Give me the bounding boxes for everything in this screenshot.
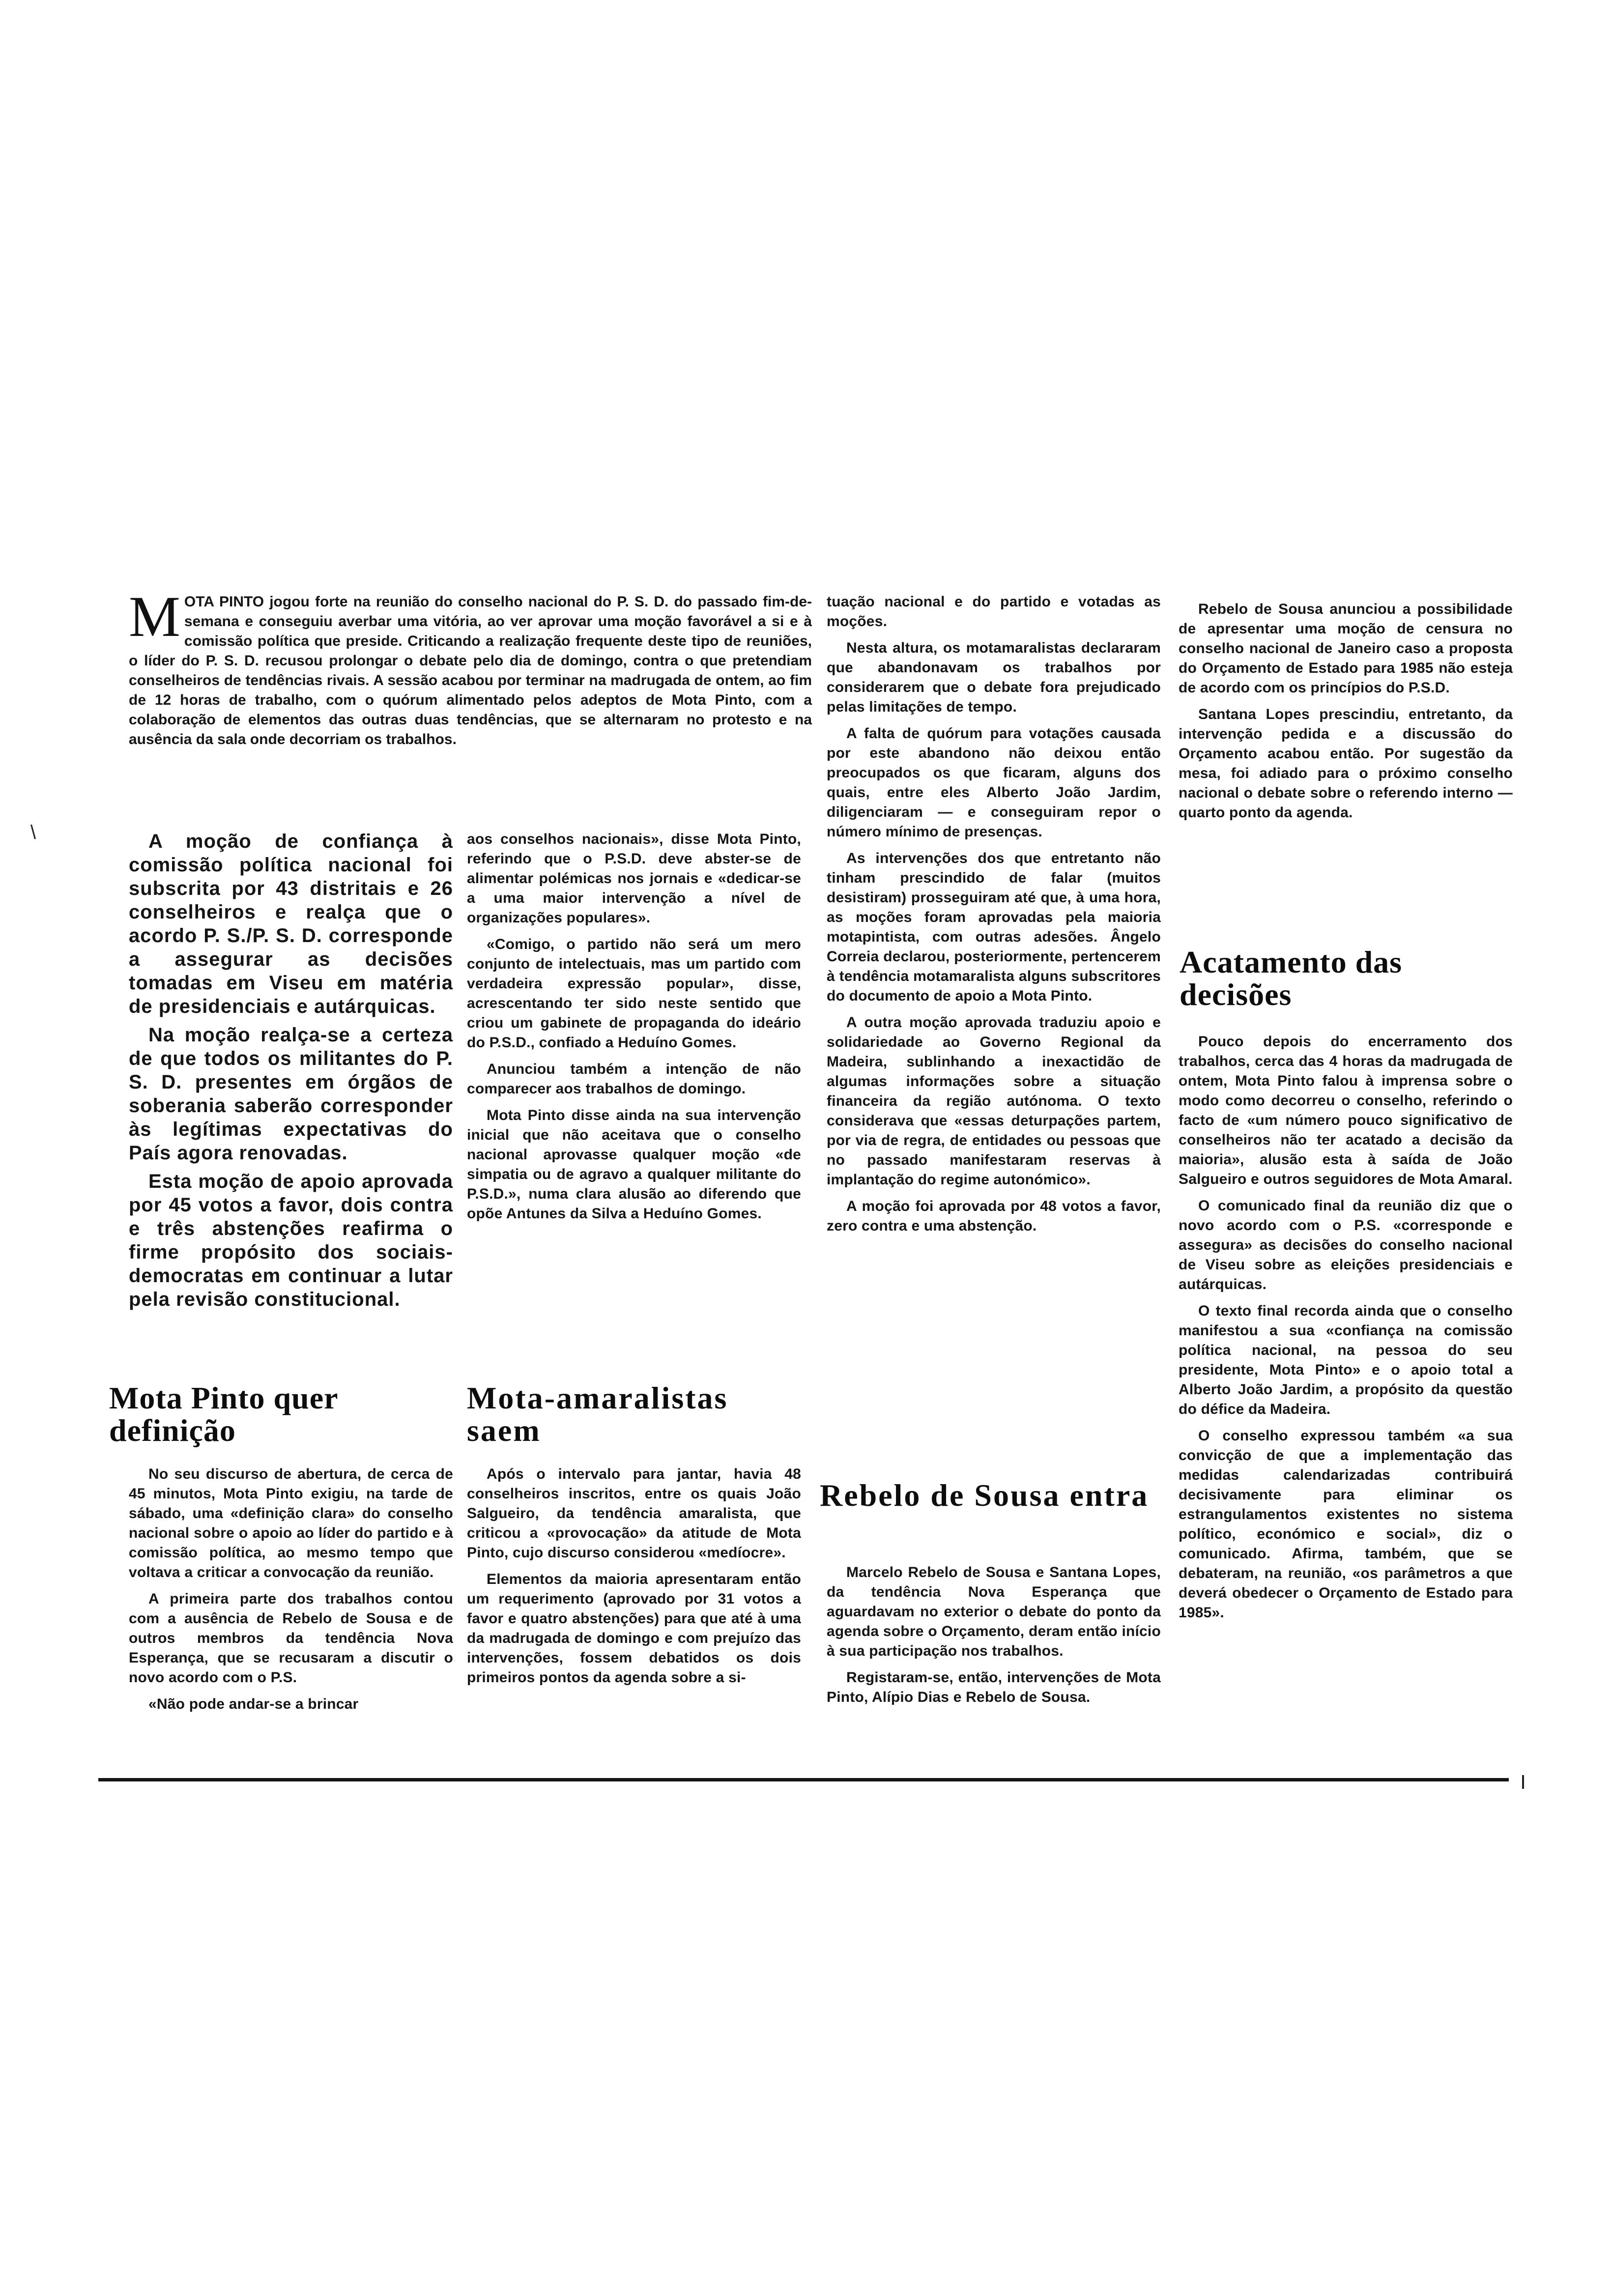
body-paragraph: O comunicado final da reunião diz que o novo acordo com o P.S. «corresponde e assegura» as decisões do conselho nacional de Viseu sobre as eleições presidenciais e autárquicas. — [1179, 1198, 1513, 1292]
column-1-body — [129, 1464, 453, 1721]
body-paragraph: Marcelo Rebelo de Sousa e Santana Lopes, da tendência Nova Esperança que aguardavam no exterior o debate do ponto da agenda sobre o Orçamento, deram então início à sua participação nos trabalhos. — [827, 1564, 1161, 1659]
body-paragraph: tuação nacional e do partido e votadas as moções. — [827, 594, 1161, 630]
drop-cap: M — [129, 584, 180, 649]
column-3-body — [827, 1563, 1161, 1714]
column-3-top — [827, 592, 1161, 1243]
body-paragraph: Nesta altura, os motamaralistas declararam que abandonavam os trabalhos por considerarem que o debate fora prejudicado pelas limitações de tempo. — [827, 640, 1161, 715]
column-1-intro — [129, 830, 453, 1316]
lead-text: OTA PINTO jogou forte na reunião do conselho nacional do P. S. D. do passado fim-de-semana e conseguiu averbar uma vitória, ao ver aprovar uma moção favorável a si e à comissão política que preside. Criticando a realização frequente deste tipo de reuniões, o líder do P. S. D. recusou prolongar o debate pelo dia de domingo, contra o que pretendiam conselheiros de tendências rivais. A sessão acabou por terminar na madrugada de ontem, ao fim de 12 horas de trabalho, com o quórum alimentado pelos adeptos de Mota Pinto, com a colaboração de elementos das outras duas tendências, que se alternaram no protesto e na ausência da sala onde decorriam os trabalhos. — [129, 594, 812, 747]
column-4-body — [1179, 1032, 1513, 1630]
column-2-top — [467, 830, 801, 1231]
subheading-rebelo-de-sousa-entra: Rebelo de Sousa entra — [820, 1478, 1149, 1513]
body-paragraph: A falta de quórum para votações causada por este abandono não deixou então preocupados os que ficaram, alguns dos quais, entre eles Alberto João Jardim, diligenciaram — e conseguiram repor o número mínimo de presenças. — [827, 725, 1161, 840]
intro-paragraph: A moção de confiança à comissão política nacional foi subscrita por 43 distritais e 26 conselheiros e realça que o acordo P. S./P. S. D. corresponde a assegurar as decisões tomadas em Viseu em matéria de presidenciais e autárquicas. — [129, 831, 453, 1017]
intro-paragraph: Esta moção de apoio aprovada por 45 votos a favor, dois contra e três abstenções reafirma o firme propósito dos sociais-democratas em continuar a lutar pela revisão constitucional. — [129, 1171, 453, 1310]
subheading-acatamento-das-decisoes: Acatamento das decisões — [1180, 945, 1403, 1012]
subheading-mota-pinto-quer-definicao: Mota Pinto quer definição — [109, 1380, 338, 1448]
body-paragraph: O conselho expressou também «a sua convicção de que a implementação das medidas calendarizadas contribuirá decisivamente para eliminar os estrangulamentos existentes no sistema político, económico e social», diz o comunicado. Afirma, também, que se debateram, na reunião, «os parâmetros a que deverá obedecer o Orçamento de Estado para 1985». — [1179, 1428, 1513, 1621]
column-4-top — [1179, 600, 1513, 830]
body-paragraph: Elementos da maioria apresentaram então um requerimento (aprovado por 31 votos a favor e quatro abstenções) para que até à uma da madrugada de domingo e com prejuízo das intervenções, fossem debatidos os dois primeiros pontos da agenda sobre a si- — [467, 1571, 801, 1686]
subheading-mota-amaralistas-saem: Mota-amaralistas saem — [467, 1380, 728, 1448]
lead-paragraph — [129, 584, 812, 749]
body-paragraph: «Comigo, o partido não será um mero conjunto de intelectuais, mas um partido com verdadeira expressão popular», disse, acrescentando ter sido neste sentido que criou um gabinete de propaganda do ideário do P.S.D., confiado a Heduíno Gomes. — [467, 936, 801, 1051]
body-paragraph: Anunciou também a intenção de não comparecer aos trabalhos de domingo. — [467, 1061, 801, 1097]
intro-paragraph: Na moção realça-se a certeza de que todos os militantes do P. S. D. presentes em órgãos de soberania saberão corresponder às legítimas expectativas do País agora renovadas. — [129, 1024, 453, 1164]
bottom-rule — [98, 1778, 1509, 1781]
body-paragraph: Registaram-se, então, intervenções de Mota Pinto, Alípio Dias e Rebelo de Sousa. — [827, 1669, 1161, 1705]
margin-mark: \ — [30, 822, 36, 843]
body-paragraph: Pouco depois do encerramento dos trabalhos, cerca das 4 horas da madrugada de ontem, Mota Pinto falou à imprensa sobre o modo como decorreu o conselho, referindo o facto de «um número pouco significativo de conselheiros não ter acatado a decisão da maioria», alusão esta à saída de João Salgueiro e outros seguidores de Mota Amaral. — [1179, 1033, 1513, 1187]
body-paragraph: Rebelo de Sousa anunciou a possibilidade de apresentar uma moção de censura no conselho nacional de Janeiro caso a proposta do Orçamento de Estado para 1985 não esteja de acordo com os princípios do P.S.D. — [1179, 601, 1513, 696]
body-paragraph: As intervenções dos que entretanto não tinham prescindido de falar (muitos desistiram) prosseguiram até que, à uma hora, as moções foram aprovadas pela maioria motapintista, com outras adesões. Ângelo Correia declarou, posteriormente, pertencerem à tendência motamaralista alguns subscritores do documento de apoio a Mota Pinto. — [827, 850, 1161, 1004]
column-2-body — [467, 1464, 801, 1694]
body-paragraph: «Não pode andar-se a brincar — [148, 1696, 359, 1712]
body-paragraph: No seu discurso de abertura, de cerca de 45 minutos, Mota Pinto exigiu, na tarde de sábado, uma «definição clara» do conselho nacional sobre o apoio ao líder do partido e à comissão política, ao mesmo tempo que voltava a criticar a convocação da reunião. — [129, 1466, 453, 1580]
body-paragraph: A outra moção aprovada traduziu apoio e solidariedade ao Governo Regional da Madeira, sublinhando a inexactidão de algumas informações sobre a situação financeira da região autónoma. O texto considerava que «essas deturpações partem, por via de regra, de entidades ou pessoas que no passado manifestaram reservas à implantação do regime autonómico». — [827, 1014, 1161, 1188]
body-paragraph: aos conselhos nacionais», disse Mota Pinto, referindo que o P.S.D. deve abster-se de alimentar polémicas nos jornais e «dedicar-se a uma maior intervenção a nível de organizações populares». — [467, 831, 801, 926]
body-paragraph: Após o intervalo para jantar, havia 48 conselheiros inscritos, entre os quais João Salgueiro, da tendência amaralista, que criticou a «provocação» da atitude de Mota Pinto, cujo discurso considerou «medíocre». — [467, 1466, 801, 1561]
edge-tick-mark — [1522, 1775, 1524, 1789]
body-paragraph: Mota Pinto disse ainda na sua intervenção inicial que não aceitava que o conselho nacional aprovasse qualquer moção «de simpatia ou de agravo a qualquer militante do P.S.D.», numa clara alusão ao diferendo que opõe Antunes da Silva a Heduíno Gomes. — [467, 1107, 801, 1222]
body-paragraph: O texto final recorda ainda que o conselho manifestou a sua «confiança na comissão política nacional, na pessoa do seu presidente, Mota Pinto» e o apoio total a Alberto João Jardim, a propósito da questão do défice da Madeira. — [1179, 1303, 1513, 1417]
body-paragraph: A primeira parte dos trabalhos contou com a ausência de Rebelo de Sousa e de outros membros da tendência Nova Esperança, que se recusaram a discutir o novo acordo com o P.S. — [129, 1591, 453, 1686]
body-paragraph: A moção foi aprovada por 48 votos a favor, zero contra e uma abstenção. — [827, 1198, 1161, 1234]
body-paragraph: Santana Lopes prescindiu, entretanto, da intervenção pedida e a discussão do Orçamento acabou então. Por sugestão da mesa, foi adiado para o próximo conselho nacional o debate sobre o referendo interno — quarto ponto da agenda. — [1179, 706, 1513, 821]
